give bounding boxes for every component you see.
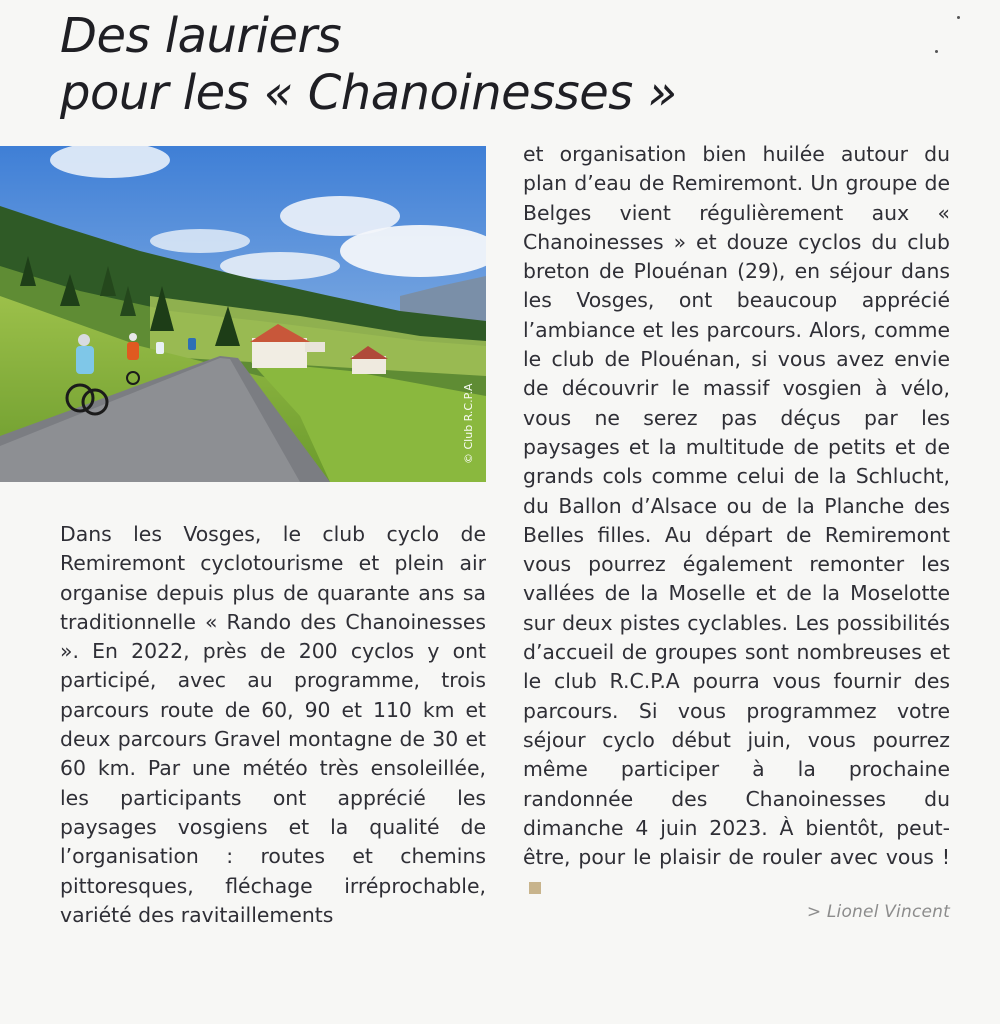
photo-credit: © Club R.C.P.A [462,383,475,464]
title-line-1: Des lauriers [60,8,342,64]
author-signature: > Lionel Vincent [806,902,950,922]
body-paragraph-right: et organisation bien huilée autour du plan d’eau de Remiremont. Un groupe de Belges vient régulièrement aux « Chanoinesses » et douze cyclos du club breton de Plouénan (29), en séjour dans les Vosges, ont beaucoup apprécié l’ambiance et les parcours. Alors, comme le club de Plouénan, si vous avez envie de découvrir le massif vosgien à vélo, vous ne serez pas déçus par les paysages et la multitude de petits et de grands cols comme celui de la Schlucht, du Ballon d’Alsace ou de la Planche des Belles filles. Au départ de Remiremont vous pourrez également remonter les vallées de la Moselle et de la Moselotte sur deux pistes cyclables. Les possibilités d’accueil de groupes sont nombreuses et le club R.C.P.A pourra vous fournir des parcours. Si vous programmez votre séjour cyclo début juin, vous pourrez même participer à la prochaine randonnée des Chanoinesses du dimanche 4 juin 2023. À bientôt, peut-être, pour le plaisir de rouler avec vous ! [523,142,950,870]
cyclists-photo [0,146,486,482]
article-title [60,8,960,122]
speck [957,16,960,19]
article-body-right-column [523,140,950,902]
title-line-2: pour les « Chanoinesses » [60,65,677,121]
end-of-article-square-icon [529,882,541,894]
speck [935,50,938,53]
body-paragraph-left: Dans les Vosges, le club cyclo de Remiremont cyclotourisme et plein air organise depuis plus de quarante ans sa traditionnelle « Rando des Chanoinesses ». En 2022, près de 200 cyclos y ont participé, avec au programme, trois parcours route de 60, 90 et 110 km et deux parcours Gravel montagne de 30 et 60 km. Par une météo très ensoleillée, les participants ont apprécié les paysages vosgiens et la qualité de l’organisation : routes et chemins pittoresques, fléchage irréprochable, variété des ravitaillements [60,522,486,927]
article-body-left-column [60,520,486,930]
